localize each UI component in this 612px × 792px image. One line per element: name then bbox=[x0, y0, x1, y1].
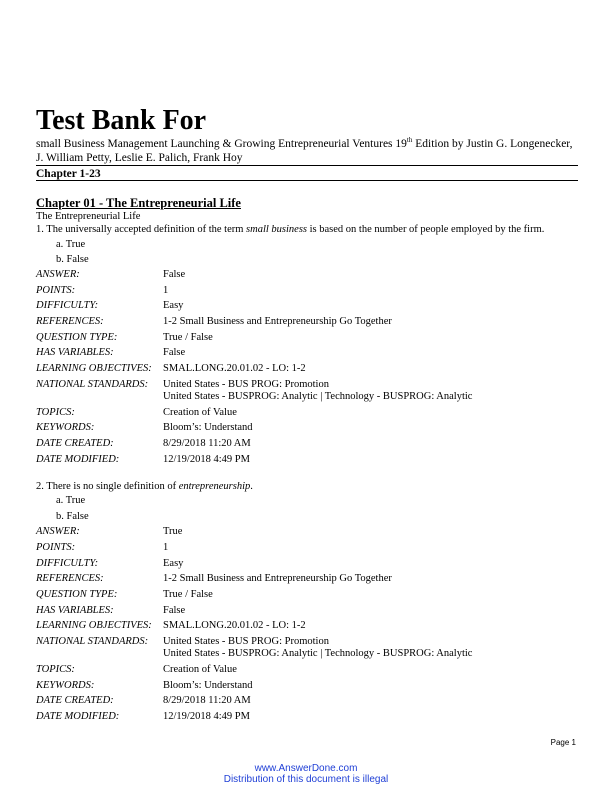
edition-superscript: th bbox=[406, 136, 413, 145]
meta-value-national-standards: United States - BUS PROG: Promotion bbox=[163, 379, 329, 390]
footer-notice: Distribution of this document is illegal bbox=[223, 774, 389, 785]
question-emphasis: entrepreneurship bbox=[178, 481, 251, 492]
meta-value-difficulty: Easy bbox=[163, 300, 184, 311]
question-text bbox=[36, 480, 253, 493]
meta-value-has-variables: False bbox=[163, 605, 186, 616]
meta-label-date-created: DATE CREATED: bbox=[36, 695, 114, 706]
question-text-part: There is no single definition of bbox=[43, 481, 179, 492]
header-divider-thin bbox=[36, 165, 578, 166]
meta-label-learning-objectives: LEARNING OBJECTIVES: bbox=[36, 363, 152, 374]
meta-label-topics: TOPICS: bbox=[36, 664, 75, 675]
meta-label-has-variables: HAS VARIABLES: bbox=[36, 347, 114, 358]
meta-label-question-type: QUESTION TYPE: bbox=[36, 589, 118, 600]
meta-label-national-standards: NATIONAL STANDARDS: bbox=[36, 379, 149, 390]
meta-label-learning-objectives: LEARNING OBJECTIVES: bbox=[36, 620, 152, 631]
answer-option: a. True bbox=[56, 239, 86, 250]
meta-label-difficulty: DIFFICULTY: bbox=[36, 300, 99, 311]
subtitle-text-start: small Business Management Launching & Growing Entrepreneurial Ventures 19 bbox=[36, 138, 407, 150]
meta-value-references: 1-2 Small Business and Entrepreneurship Go Together bbox=[163, 573, 392, 584]
meta-value-difficulty: Easy bbox=[163, 558, 184, 569]
meta-label-points: POINTS: bbox=[36, 542, 76, 553]
meta-value-points: 1 bbox=[163, 542, 169, 553]
meta-label-answer: ANSWER: bbox=[36, 269, 80, 280]
document-title: Test Bank For bbox=[36, 105, 207, 136]
meta-value-national-standards: United States - BUS PROG: Promotion bbox=[163, 636, 329, 647]
site-link[interactable]: www.AnswerDone.com bbox=[254, 763, 358, 774]
header-divider-thick bbox=[36, 180, 578, 181]
meta-value-national-standards: United States - BUSPROG: Analytic | Technology - BUSPROG: Analytic bbox=[163, 391, 473, 402]
meta-value-learning-objectives: SMAL.LONG.20.01.02 - LO: 1-2 bbox=[163, 363, 306, 374]
meta-label-difficulty: DIFFICULTY: bbox=[36, 558, 99, 569]
meta-value-keywords: Bloom’s: Understand bbox=[163, 680, 253, 691]
meta-label-has-variables: HAS VARIABLES: bbox=[36, 605, 114, 616]
meta-value-date-created: 8/29/2018 11:20 AM bbox=[163, 695, 251, 706]
meta-label-points: POINTS: bbox=[36, 285, 76, 296]
page-number: Page 1 bbox=[550, 738, 576, 747]
meta-value-question-type: True / False bbox=[163, 332, 213, 343]
meta-value-answer: True bbox=[163, 526, 183, 537]
meta-value-topics: Creation of Value bbox=[163, 664, 237, 675]
answer-option: b. False bbox=[56, 254, 89, 265]
meta-value-answer: False bbox=[163, 269, 186, 280]
meta-value-date-created: 8/29/2018 11:20 AM bbox=[163, 438, 251, 449]
question-text-part: The universally accepted definition of the term bbox=[43, 224, 247, 235]
answer-option: a. True bbox=[56, 495, 86, 506]
meta-value-keywords: Bloom’s: Understand bbox=[163, 422, 253, 433]
book-subtitle bbox=[36, 137, 576, 165]
meta-label-question-type: QUESTION TYPE: bbox=[36, 332, 118, 343]
meta-label-date-modified: DATE MODIFIED: bbox=[36, 454, 120, 465]
meta-label-date-created: DATE CREATED: bbox=[36, 438, 114, 449]
meta-value-date-modified: 12/19/2018 4:49 PM bbox=[163, 454, 250, 465]
question-number: 1. bbox=[36, 224, 44, 235]
meta-value-date-modified: 12/19/2018 4:49 PM bbox=[163, 711, 250, 722]
meta-value-learning-objectives: SMAL.LONG.20.01.02 - LO: 1-2 bbox=[163, 620, 306, 631]
meta-label-keywords: KEYWORDS: bbox=[36, 422, 95, 433]
question-number: 2. bbox=[36, 481, 44, 492]
meta-value-topics: Creation of Value bbox=[163, 407, 237, 418]
meta-value-references: 1-2 Small Business and Entrepreneurship Go Together bbox=[163, 316, 392, 327]
question-text-part: is based on the number of people employed by the firm. bbox=[307, 224, 545, 235]
chapter-range: Chapter 1-23 bbox=[36, 168, 101, 180]
meta-label-references: REFERENCES: bbox=[36, 316, 104, 327]
question-emphasis: small business bbox=[246, 224, 307, 235]
question-text-part: . bbox=[250, 481, 253, 492]
meta-label-answer: ANSWER: bbox=[36, 526, 80, 537]
question-text bbox=[36, 223, 544, 236]
meta-label-references: REFERENCES: bbox=[36, 573, 104, 584]
meta-value-points: 1 bbox=[163, 285, 169, 296]
meta-value-has-variables: False bbox=[163, 347, 186, 358]
meta-label-date-modified: DATE MODIFIED: bbox=[36, 711, 120, 722]
meta-label-topics: TOPICS: bbox=[36, 407, 75, 418]
meta-value-national-standards: United States - BUSPROG: Analytic | Technology - BUSPROG: Analytic bbox=[163, 648, 473, 659]
section-label: The Entrepreneurial Life bbox=[36, 211, 141, 222]
meta-label-national-standards: NATIONAL STANDARDS: bbox=[36, 636, 149, 647]
answer-option: b. False bbox=[56, 511, 89, 522]
subtitle-text-end: Edition by Justin G. Longenecker, J. William Petty, Leslie E. Palich, Frank Hoy bbox=[36, 138, 573, 164]
meta-label-keywords: KEYWORDS: bbox=[36, 680, 95, 691]
meta-value-question-type: True / False bbox=[163, 589, 213, 600]
chapter-heading: Chapter 01 - The Entrepreneurial Life bbox=[36, 196, 241, 210]
